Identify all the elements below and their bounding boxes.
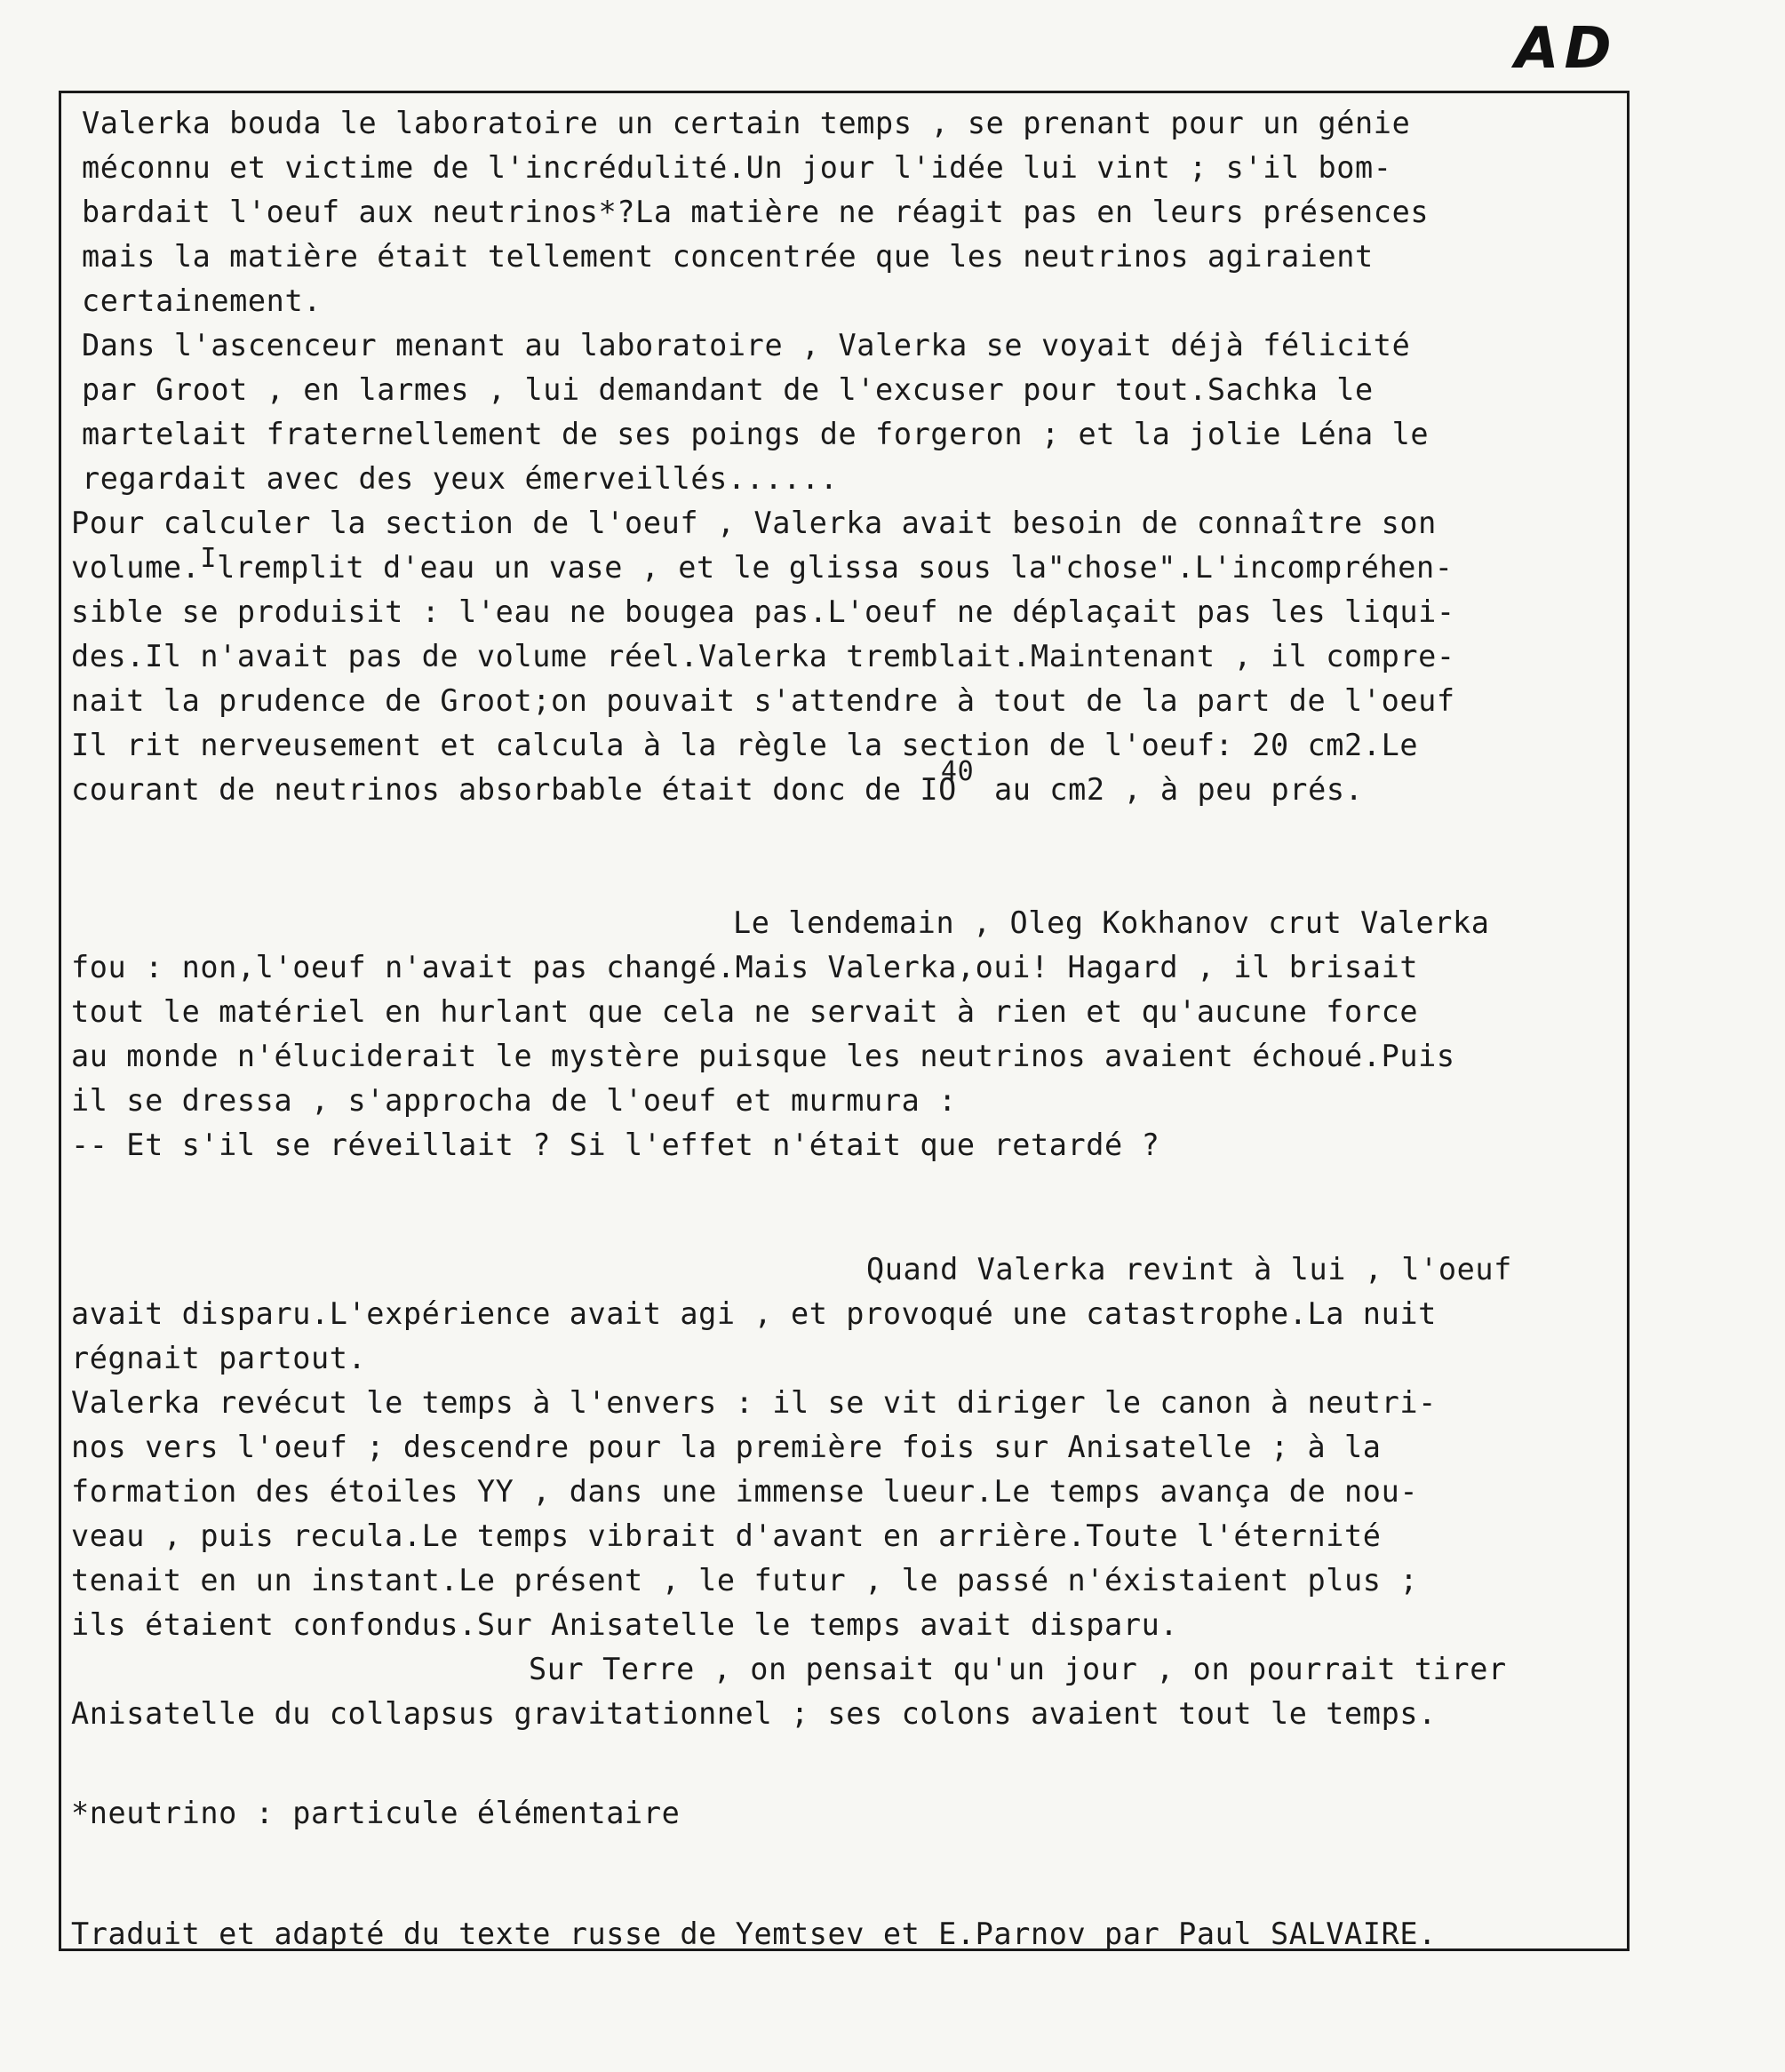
paragraph-gap [71,1167,1628,1247]
text-fragment: lremplit d'eau un vase , et le glissa sous la"chose".L'incompréhen- [217,550,1454,585]
story-text [71,101,1628,1956]
paragraph-gap [71,1836,1628,1912]
text-line: ils étaient confondus.Sur Anisatelle le temps avait disparu. [71,1607,1179,1642]
page-mark: AD [1515,16,1617,82]
translation-credit: Traduit et adapté du texte russe de Yemtsev et E.Parnov par Paul SALVAIRE. [71,1917,1437,1951]
text-line: nait la prudence de Groot;on pouvait s'attendre à tout de la part de l'oeuf [71,683,1455,718]
text-line: Pour calculer la section de l'oeuf , Valerka avait besoin de connaître son [71,506,1437,540]
text-line: certainement. [82,283,322,318]
text-line: tout le matériel en hurlant que cela ne servait à rien et qu'aucune force [71,994,1419,1029]
text-line: martelait fraternellement de ses poings de forgeron ; et la jolie Léna le [82,417,1430,451]
text-fragment: volume. [71,550,201,585]
text-line: Dans l'ascenceur menant au laboratoire , Valerka se voyait déjà félicité [82,328,1411,363]
text-line: Il rit nerveusement et calcula à la règle la section de l'oeuf: 20 cm2.Le [71,728,1419,762]
text-line: au monde n'éluciderait le mystère puisque les neutrinos avaient échoué.Puis [71,1039,1455,1073]
text-line: fou : non,l'oeuf n'avait pas changé.Mais Valerka,oui! Hagard , il brisait [71,950,1419,984]
exponent: 40 [940,756,975,787]
text-line: des.Il n'avait pas de volume réel.Valerka tremblait.Maintenant , il compre- [71,639,1455,673]
text-line: veau , puis recula.Le temps vibrait d'avant en arrière.Toute l'éternité [71,1518,1382,1553]
text-fragment: courant de neutrinos absorbable était donc de IO [71,772,957,807]
text-line: Valerka bouda le laboratoire un certain temps , se prenant pour un génie [82,106,1411,140]
text-line: nos vers l'oeuf ; descendre pour la première fois sur Anisatelle ; à la [71,1430,1382,1464]
text-line: Le lendemain , Oleg Kokhanov crut Valerka [733,905,1490,940]
text-line: Quand Valerka revint à lui , l'oeuf [866,1252,1512,1287]
text-line [71,756,1628,812]
text-fragment: au cm2 , à peu prés. [976,772,1364,807]
text-line: Valerka revécut le temps à l'envers : il se vit diriger le canon à neutri- [71,1385,1437,1420]
text-line: mais la matière était tellement concentrée que les neutrinos agiraient [82,239,1374,274]
text-line: Sur Terre , on pensait qu'un jour , on pourrait tirer [529,1652,1507,1686]
text-line: il se dressa , s'approcha de l'oeuf et murmura : [71,1083,957,1118]
text-line: méconnu et victime de l'incrédulité.Un jour l'idée lui vint ; s'il bom- [82,150,1392,185]
text-line: regardait avec des yeux émerveillés...... [82,461,839,496]
text-line: par Groot , en larmes , lui demandant de l'excuser pour tout.Sachka le [82,372,1374,407]
text-line: bardait l'oeuf aux neutrinos*?La matière ne réagit pas en leurs présences [82,195,1430,229]
text-line [71,543,1628,590]
footnote: *neutrino : particule élémentaire [71,1796,681,1830]
paragraph-gap [71,1736,1628,1791]
text-line: régnait partout. [71,1341,367,1375]
text-line: tenait en un instant.Le présent , le futur , le passé n'éxistaient plus ; [71,1563,1419,1598]
text-line: avait disparu.L'expérience avait agi , et provoqué une catastrophe.La nuit [71,1296,1437,1331]
text-line: -- Et s'il se réveillait ? Si l'effet n'était que retardé ? [71,1128,1160,1162]
paragraph-gap [71,812,1628,901]
text-line: Anisatelle du collapsus gravitationnel ; ses colons avaient tout le temps. [71,1696,1437,1731]
text-line: formation des étoiles YY , dans une immense lueur.Le temps avança de nou- [71,1474,1419,1509]
raised-letter: I [200,543,218,574]
text-line: sible se produisit : l'eau ne bougea pas.L'oeuf ne déplaçait pas les liqui- [71,594,1455,629]
